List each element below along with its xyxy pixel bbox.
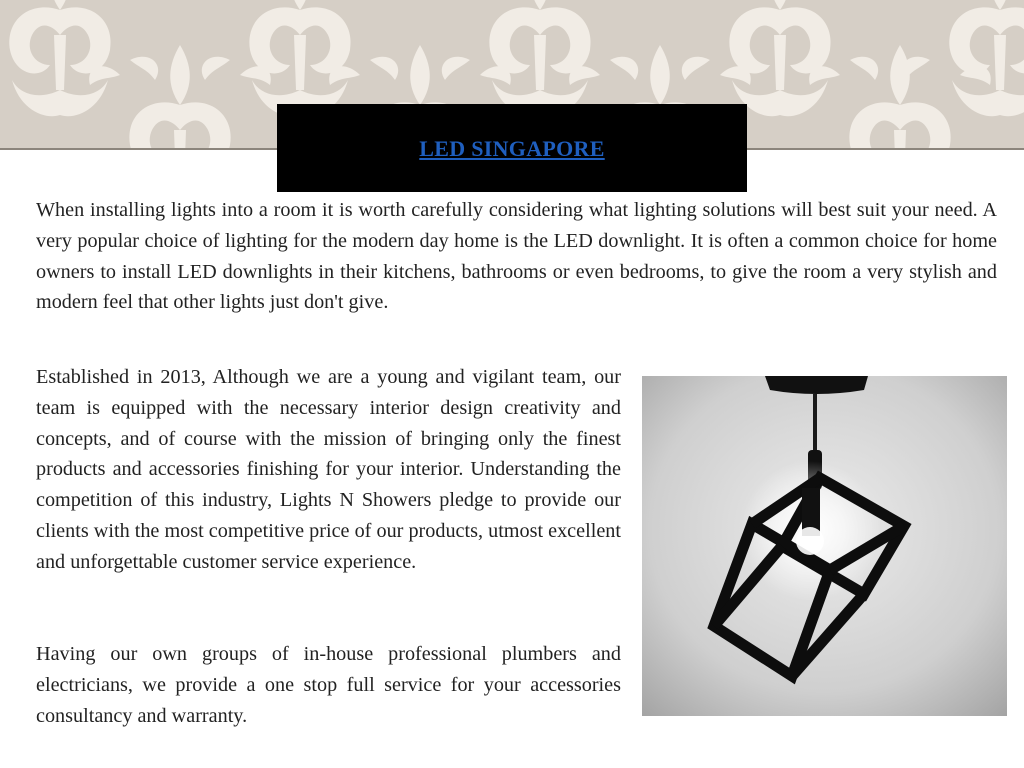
page-title-link[interactable]: LED SINGAPORE — [419, 136, 605, 161]
intro-paragraph: When installing lights into a room it is worth carefully considering what lighting solutions will best suit your need. A very popular choice of lighting for the modern day home is the LED downlight. It is often a common choice for home owners to install LED downlights in their kitchens, bathrooms or even bedrooms, to give the room a very stylish and modern feel that other lights just don't give. — [36, 199, 997, 314]
service-paragraph: Having our own groups of in-house professional plumbers and electricians, we provide a one stop full service for your accessories consultancy and warranty. — [36, 643, 621, 727]
cube-pendant-lamp-illustration — [642, 376, 1007, 716]
pendant-lamp-photo — [642, 376, 1007, 716]
title-box — [277, 104, 747, 192]
about-paragraph: Established in 2013, Although we are a young and vigilant team, our team is equipped with the necessary interior design creativity and concepts, and of course with the mission of bringing only the finest products and accessories finishing for your interior. Understanding the competition of this industry, Lights N Showers pledge to provide our clients with the most competitive price of our products, utmost excellent and unforgettable customer service experience. — [36, 366, 621, 573]
